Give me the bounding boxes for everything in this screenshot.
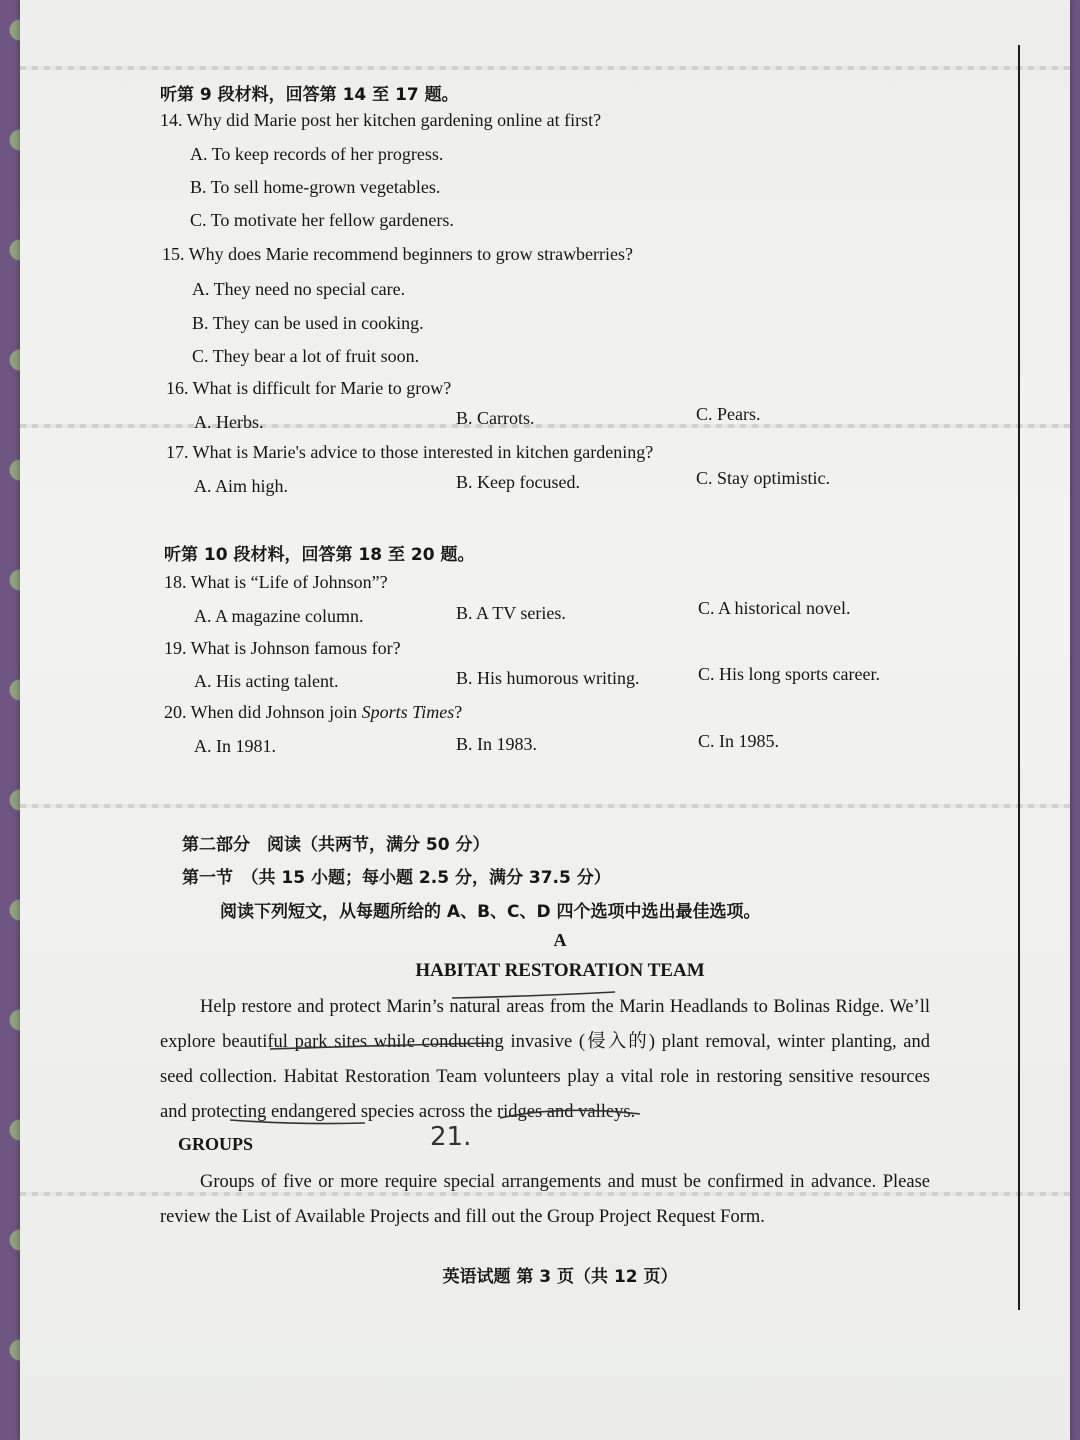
question-20: [164, 702, 462, 723]
handwritten-note: 21.: [430, 1122, 472, 1152]
fold-line: [20, 424, 1070, 428]
option-20a: A. In 1981.: [194, 736, 276, 756]
page-footer: 英语试题 第 3 页（共 12 页）: [442, 1267, 678, 1287]
question-16: 16. What is difficult for Marie to grow?: [166, 378, 452, 398]
passage-paragraph-1: Help restore and protect Marin’s natural areas from the Marin Headlands to Bolinas Ridge. We’ll explore beautiful park sites while conducting invasive (侵入的) plant removal, winter planting, and seed collection. Habitat Restoration Team volunteers play a vital role in restoring sensitive resources and protecting endangered species across the ridges and valleys.: [160, 997, 930, 1122]
question-20-text: 20. When did Johnson join: [164, 702, 362, 722]
question-17: 17. What is Marie's advice to those interested in kitchen gardening?: [166, 442, 654, 462]
question-20-suffix: ?: [454, 702, 463, 722]
option-19a: A. His acting talent.: [194, 671, 339, 691]
passage-paragraph-2: Groups of five or more require special arrangements and must be confirmed in advance. Please review the List of Available Projects and fill out the Group Project Request Form.: [160, 1172, 930, 1227]
option-16a: A. Herbs.: [194, 412, 264, 432]
option-14c: C. To motivate her fellow gardeners.: [190, 210, 454, 230]
section-one-title: 第一节 （共 15 小题；每小题 2.5 分，满分 37.5 分）: [182, 868, 611, 888]
section-heading-listening-10: 听第 10 段材料，回答第 18 至 20 题。: [164, 545, 475, 565]
option-17c: C. Stay optimistic.: [696, 468, 831, 488]
option-17b: B. Keep focused.: [456, 472, 580, 492]
option-15c: C. They bear a lot of fruit soon.: [192, 346, 420, 366]
reading-instruction: 阅读下列短文，从每题所给的 A、B、C、D 四个选项中选出最佳选项。: [220, 902, 761, 922]
passage-letter: A: [553, 930, 567, 950]
margin-rule: [1018, 45, 1020, 1310]
exam-paper: [20, 0, 1070, 1440]
option-18b: B. A TV series.: [456, 603, 566, 623]
fold-line: [20, 66, 1070, 70]
option-16c: C. Pears.: [696, 404, 761, 424]
question-19: 19. What is Johnson famous for?: [164, 638, 401, 658]
option-16b: B. Carrots.: [456, 408, 535, 428]
option-15a: A. They need no special care.: [192, 279, 406, 299]
option-19b: B. His humorous writing.: [456, 668, 640, 688]
part-two-title: 第二部分 阅读（共两节，满分 50 分）: [182, 835, 490, 855]
fold-line: [20, 804, 1070, 808]
passage-title: HABITAT RESTORATION TEAM: [415, 960, 705, 981]
option-14a: A. To keep records of her progress.: [190, 144, 444, 164]
option-18c: C. A historical novel.: [698, 598, 851, 618]
option-18a: A. A magazine column.: [194, 606, 364, 626]
section-heading-listening-9: 听第 9 段材料，回答第 14 至 17 题。: [160, 85, 459, 105]
option-17a: A. Aim high.: [194, 476, 289, 496]
question-14: 14. Why did Marie post her kitchen gardening online at first?: [160, 110, 602, 130]
groups-heading: GROUPS: [178, 1134, 254, 1154]
question-20-italic-title: Sports Times: [361, 702, 455, 722]
option-14b: B. To sell home-grown vegetables.: [190, 177, 441, 197]
question-15: 15. Why does Marie recommend beginners to grow strawberries?: [162, 244, 634, 264]
question-18: 18. What is “Life of Johnson”?: [164, 572, 388, 592]
option-19c: C. His long sports career.: [698, 664, 880, 684]
option-15b: B. They can be used in cooking.: [192, 313, 424, 333]
option-20c: C. In 1985.: [698, 731, 779, 751]
option-20b: B. In 1983.: [456, 734, 537, 754]
